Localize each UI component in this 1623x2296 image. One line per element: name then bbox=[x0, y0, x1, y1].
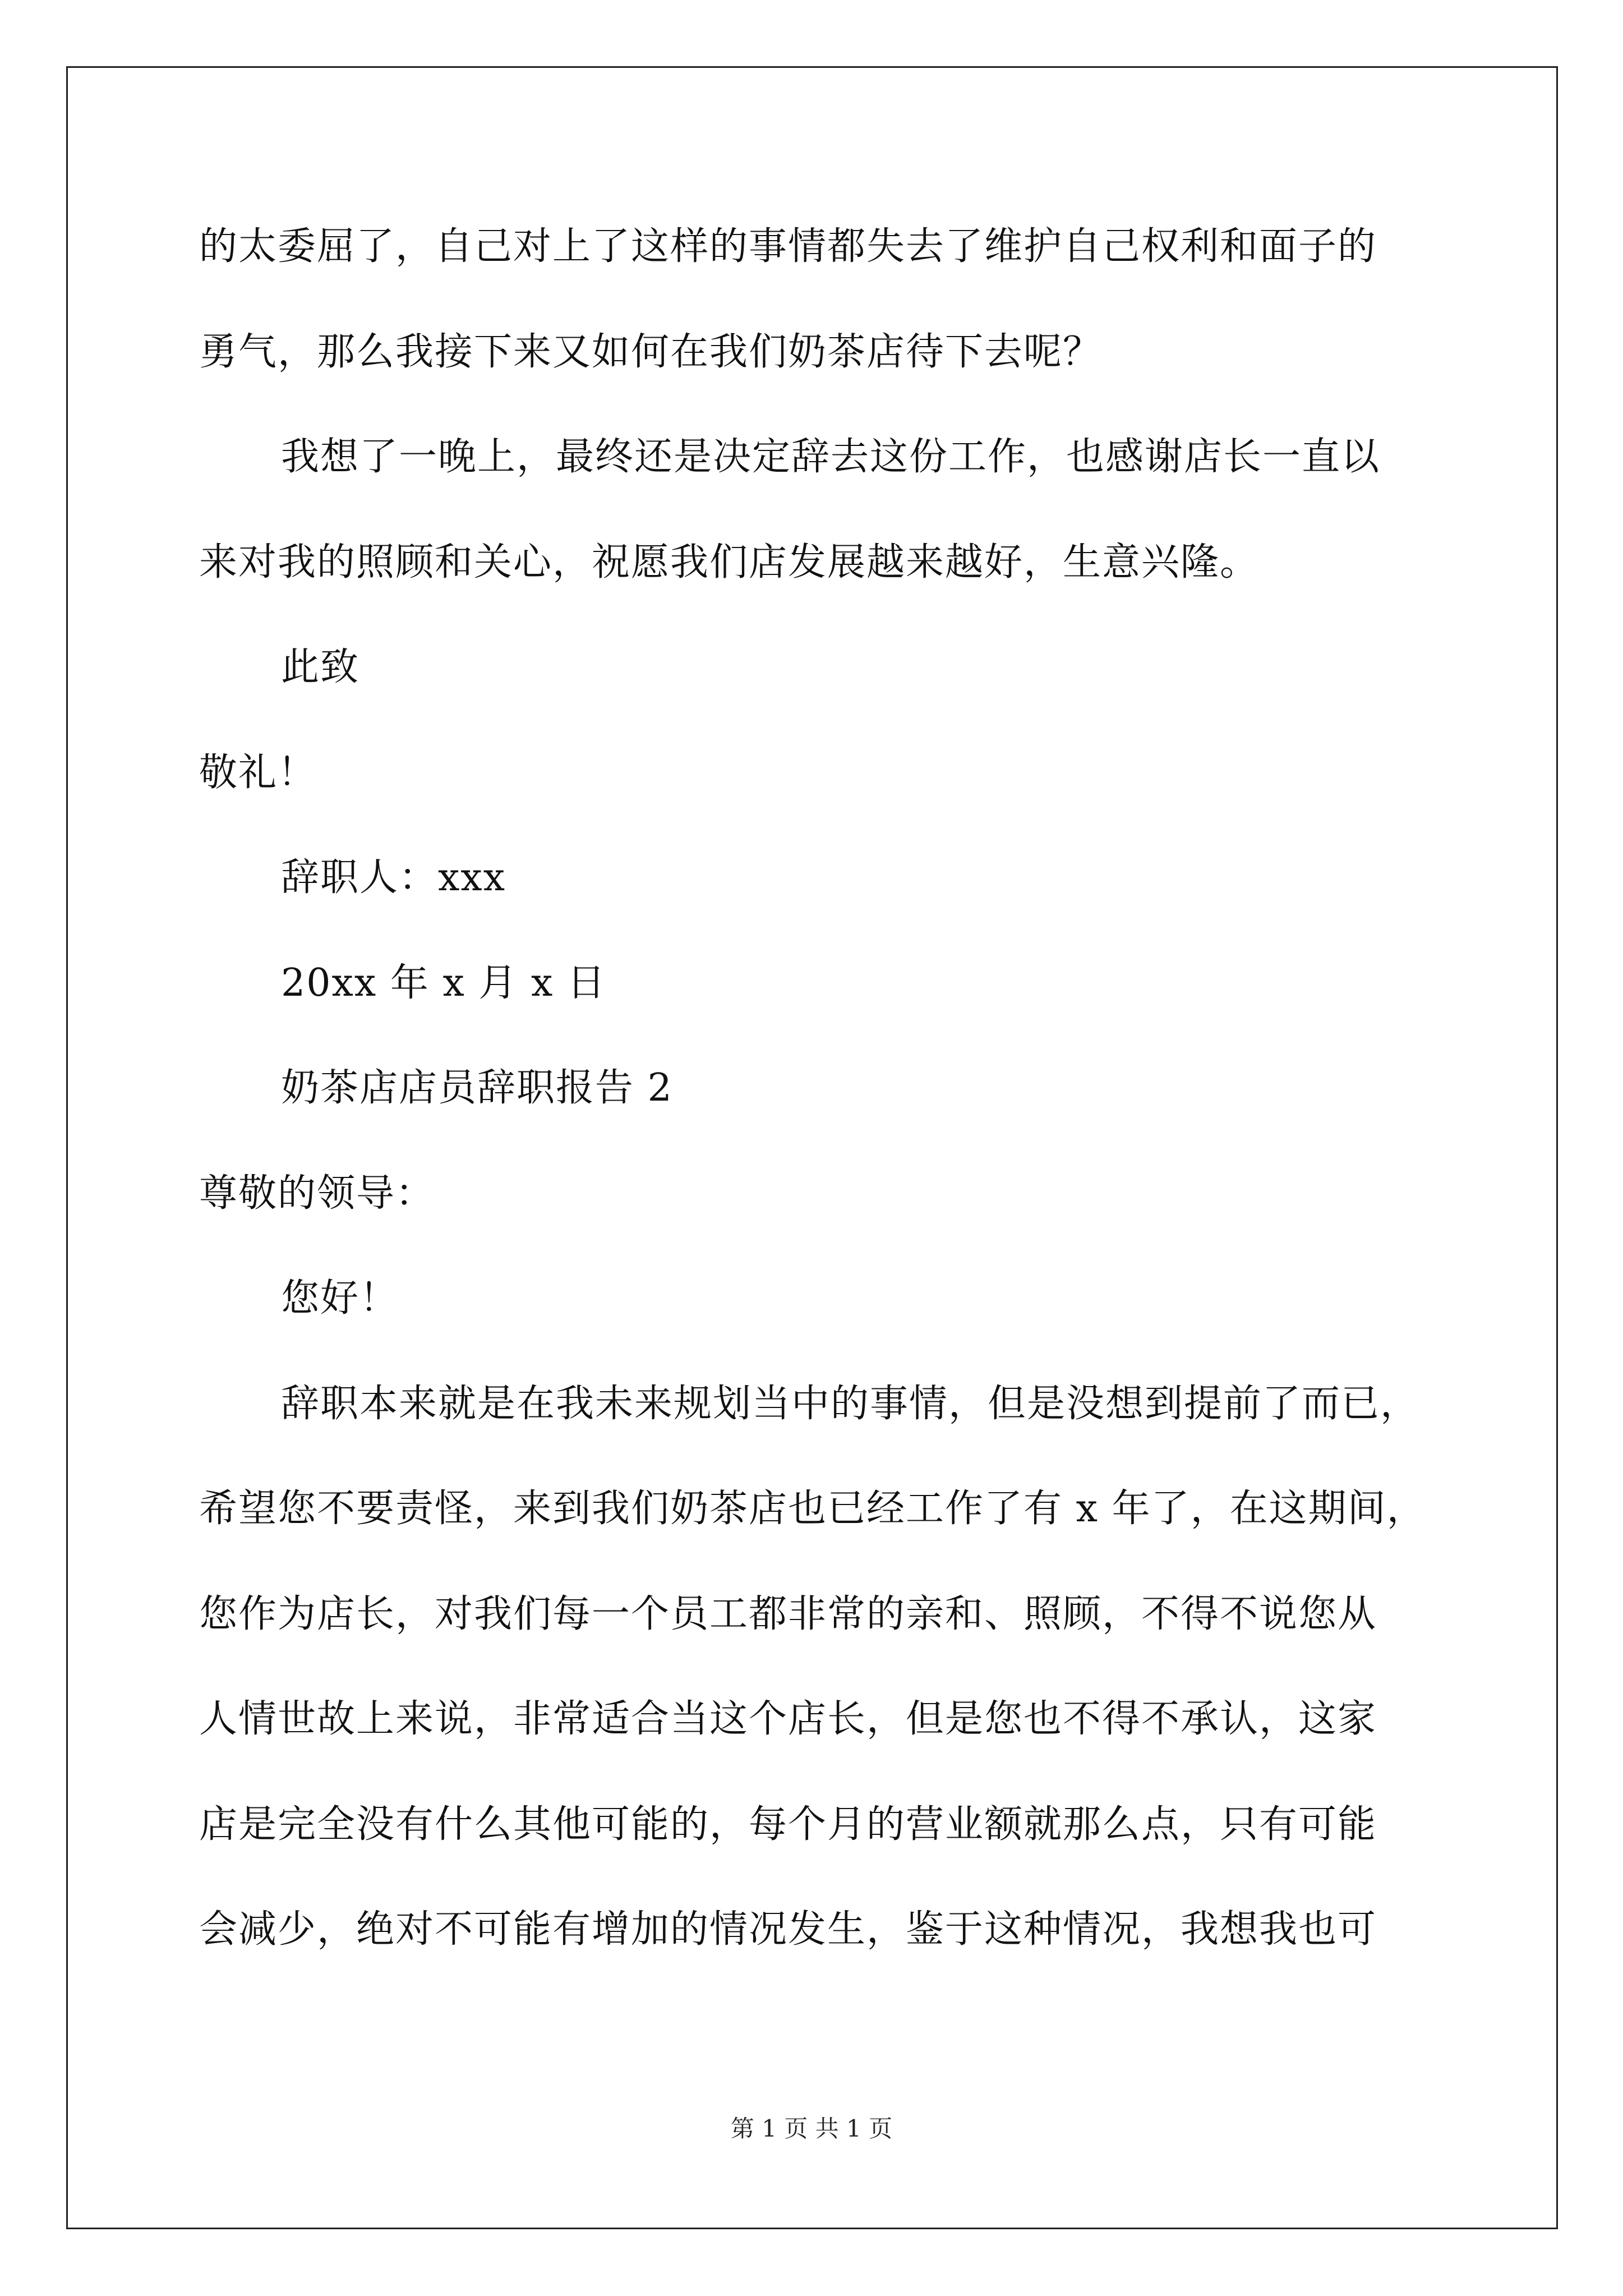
page-number: 第 1 页 共 1 页 bbox=[730, 2115, 893, 2142]
closing-regards: 敬礼！ bbox=[199, 751, 317, 795]
body-line: 店是完全没有什么其他可能的，每个月的营业额就那么点，只有可能 bbox=[199, 1802, 1377, 1847]
greeting-line: 尊敬的领导： bbox=[199, 1171, 435, 1216]
body-line: 会减少，绝对不可能有增加的情况发生，鉴于这种情况，我想我也可 bbox=[199, 1907, 1377, 1952]
body-line: 勇气，那么我接下来又如何在我们奶茶店待下去呢？ bbox=[199, 330, 1103, 374]
date-line: 20xx 年 x 月 x 日 bbox=[281, 961, 607, 1005]
body-line: 来对我的照顾和关心，祝愿我们店发展越来越好，生意兴隆。 bbox=[199, 540, 1260, 585]
body-line: 希望您不要责怪，来到我们奶茶店也已经工作了有 x 年了，在这期间， bbox=[199, 1487, 1426, 1531]
greeting-hello: 您好！ bbox=[281, 1276, 399, 1320]
body-line: 您作为店长，对我们每一个员工都非常的亲和、照顾，不得不说您从 bbox=[199, 1592, 1377, 1636]
section-title: 奶茶店店员辞职报告 2 bbox=[281, 1066, 673, 1110]
paragraph-line: 我想了一晚上，最终还是决定辞去这份工作，也感谢店长一直以 bbox=[281, 435, 1381, 479]
closing-salutation: 此致 bbox=[281, 645, 360, 689]
signature-line: 辞职人：xxx bbox=[281, 855, 506, 900]
body-line: 的太委屈了，自己对上了这样的事情都失去了维护自己权利和面子的 bbox=[199, 224, 1377, 269]
body-line: 人情世故上来说，非常适合当这个店长，但是您也不得不承认，这家 bbox=[199, 1697, 1377, 1741]
paragraph-line: 辞职本来就是在我未来规划当中的事情，但是没想到提前了而已， bbox=[281, 1382, 1420, 1426]
